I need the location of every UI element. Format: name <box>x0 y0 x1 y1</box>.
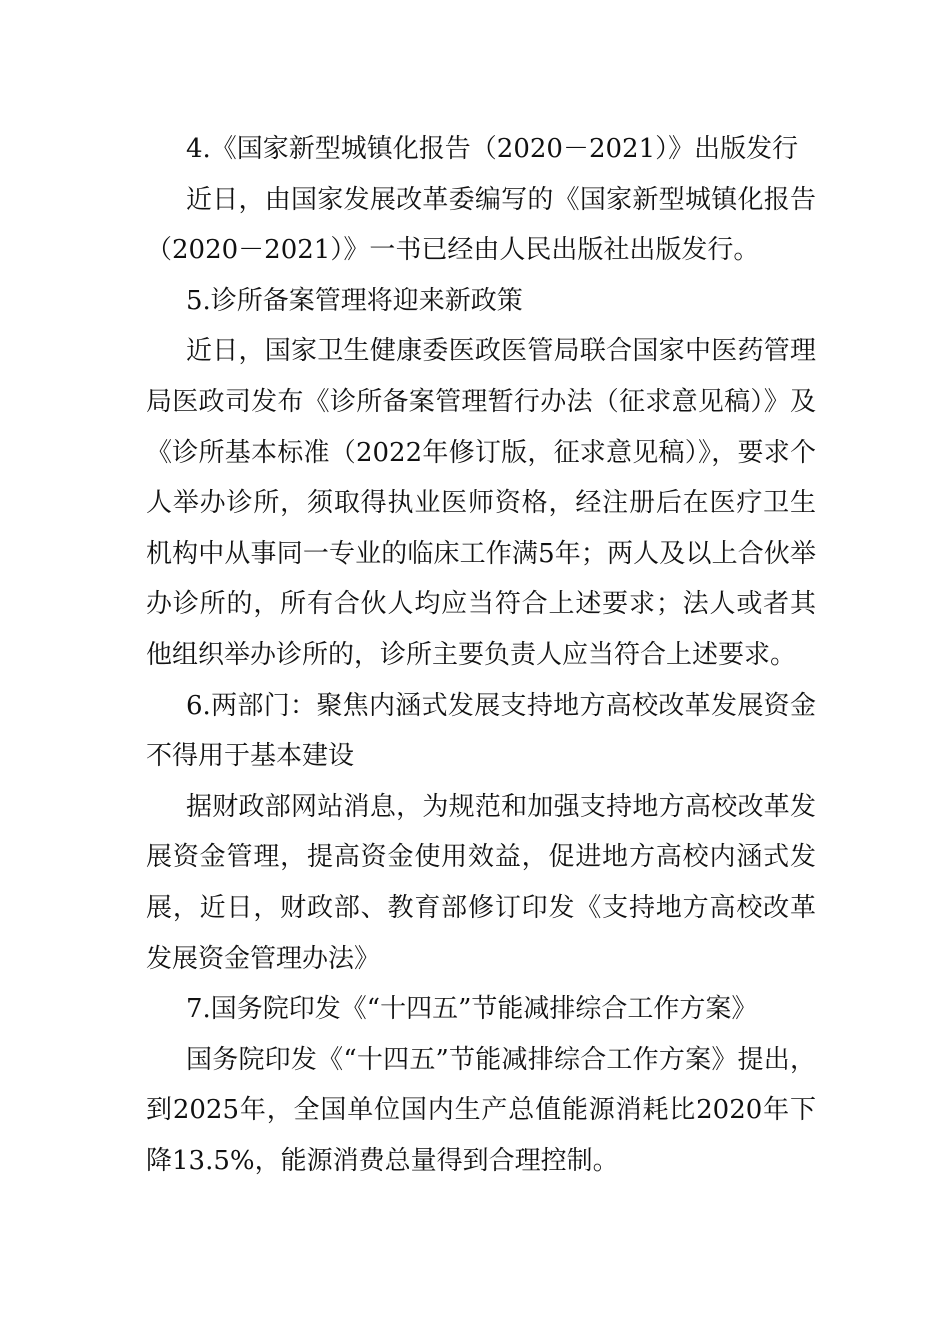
section-7-heading: 7.国务院印发《“十四五”节能减排综合工作方案》 <box>186 994 758 1025</box>
section-5-heading: 5.诊所备案管理将迎来新政策 <box>186 285 523 316</box>
section-6-paragraph: 据财政部网站消息，为规范和加强支持地方高校改革发展资金管理，提高资金使用效益，促进地方高校内涵式发展，近日，财政部、教育部修订印发《支持地方高校改革发展资金管理办法》 <box>146 791 816 974</box>
section-5-paragraph: 近日，国家卫生健康委医政医管局联合国家中医药管理局医政司发布《诊所备案管理暂行办法（征求意见稿）》及《诊所基本标准（2022年修订版，征求意见稿）》，要求个人举办诊所，须取得执业医师资格，经注册后在医疗卫生机构中从事同一专业的临床工作满5年；两人及以上合伙举办诊所的，所有合伙人均应当符合上述要求；法人或者其他组织举办诊所的，诊所主要负责人应当符合上述要求。 <box>146 336 816 670</box>
section-4-heading: 4.《国家新型城镇化报告（2020－2021）》出版发行 <box>186 134 799 164</box>
section-7-paragraph: 国务院印发《“十四五”节能减排综合工作方案》提出，到2025年，全国单位国内生产总值能源消耗比2020年下降13.5%，能源消费总量得到合理控制。 <box>146 1044 816 1176</box>
section-4-paragraph: 近日，由国家发展改革委编写的《国家新型城镇化报告（2020－2021）》一书已经由人民出版社出版发行。 <box>146 184 816 266</box>
document-body <box>146 124 816 1186</box>
section-6-heading: 6.两部门：聚焦内涵式发展支持地方高校改革发展资金不得用于基本建设 <box>146 690 816 772</box>
